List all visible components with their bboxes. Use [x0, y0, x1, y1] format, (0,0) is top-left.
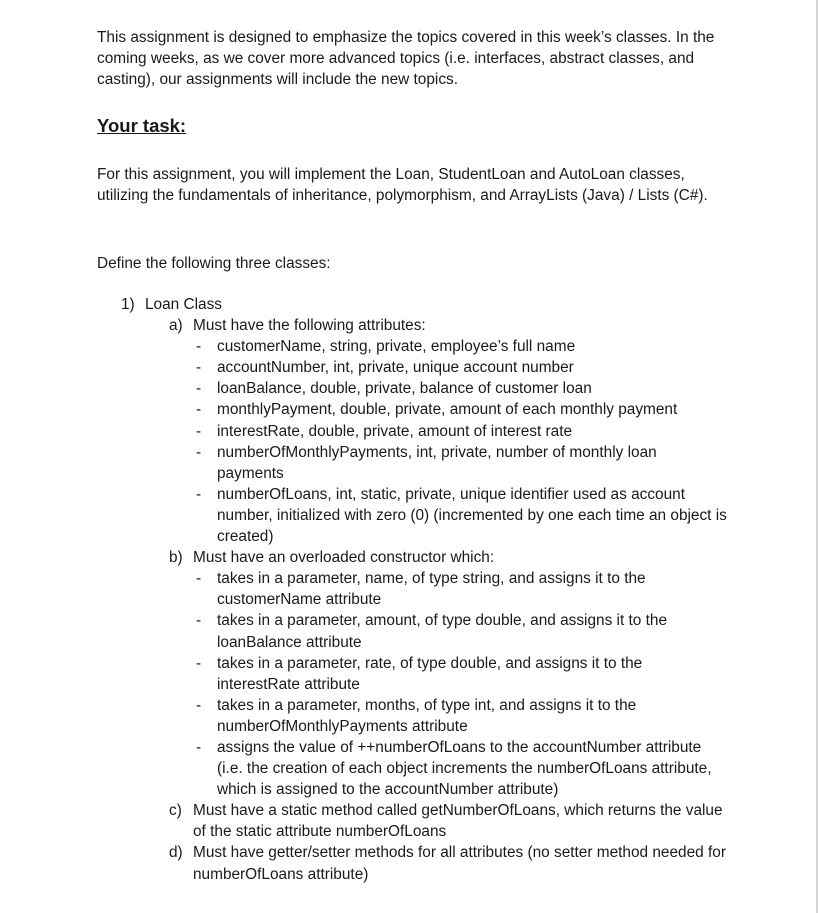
requirements-outline	[97, 294, 747, 885]
task-paragraph: For this assignment, you will implement the Loan, StudentLoan and AutoLoan classes, utilizing the fundamentals of inheritance, polymorphism, and ArrayLists (Java) / Lists (C#).	[97, 166, 708, 204]
dash-marker: -	[196, 570, 202, 588]
sublist-item-label: Must have a static method called getNumberOfLoans, which returns the value of the static attribute numberOfLoans	[193, 802, 723, 841]
dash-marker: -	[196, 738, 202, 756]
list-number: 1)	[121, 296, 135, 313]
bullet-item	[97, 737, 747, 800]
sublist-letter: c)	[169, 802, 182, 820]
bullet-text: assigns the value of ++numberOfLoans to the accountNumber attribute (i.e. the creation of each object increments the numberOfLoans attribute, which is assigned to the accountNumber attribute)	[217, 738, 712, 799]
sublist-letter: d)	[169, 844, 183, 862]
bullet-text: numberOfLoans, int, static, private, unique identifier used as account number, initialized with zero (0) (incremented by one each time an object is created)	[217, 485, 727, 546]
sublist-item-b	[97, 547, 747, 568]
bullet-text: takes in a parameter, rate, of type double, and assigns it to the interestRate attribute	[217, 654, 643, 693]
sublist-item-label: Must have an overloaded constructor which:	[193, 549, 495, 567]
dash-marker: -	[196, 485, 202, 503]
bullet-item	[97, 378, 747, 399]
bullet-item	[97, 610, 747, 652]
bullet-item	[97, 399, 747, 420]
dash-marker: -	[196, 654, 202, 672]
dash-marker: -	[196, 443, 202, 461]
dash-marker: -	[196, 380, 202, 398]
bullet-item	[97, 653, 747, 695]
dash-marker: -	[196, 696, 202, 714]
bullet-item	[97, 357, 747, 378]
bullet-item	[97, 568, 747, 610]
bullet-item	[97, 442, 747, 484]
bullet-item	[97, 421, 747, 442]
sublist-item-label: Must have getter/setter methods for all attributes (no setter method needed for numberOfLoans attribute)	[193, 844, 726, 883]
dash-marker: -	[196, 612, 202, 630]
bullet-item	[97, 484, 747, 547]
section-heading: Your task:	[97, 115, 187, 136]
bullet-text: numberOfMonthlyPayments, int, private, number of monthly loan payments	[217, 443, 657, 482]
dash-marker: -	[196, 338, 202, 356]
bullet-text: loanBalance, double, private, balance of customer loan	[217, 380, 592, 398]
sublist-item-d	[97, 842, 747, 884]
sublist-letter: b)	[169, 549, 183, 567]
bullet-text: monthlyPayment, double, private, amount of each monthly payment	[217, 401, 678, 419]
intro-paragraph: This assignment is designed to emphasize the topics covered in this week’s classes. In the coming weeks, as we cover more advanced topics (i.e. interfaces, abstract classes, and casting), our assignments will include the new topics.	[97, 29, 715, 88]
bullet-text: interestRate, double, private, amount of interest rate	[217, 422, 573, 440]
bullet-text: accountNumber, int, private, unique account number	[217, 359, 574, 377]
sublist-item-c	[97, 800, 747, 842]
list-item-label: Loan Class	[145, 296, 222, 313]
sublist-letter: a)	[169, 317, 183, 335]
bullet-text: takes in a parameter, amount, of type double, and assigns it to the loanBalance attribute	[217, 612, 668, 651]
dash-marker: -	[196, 422, 202, 440]
bullet-text: takes in a parameter, name, of type string, and assigns it to the customerName attribute	[217, 570, 646, 609]
bullet-item	[97, 695, 747, 737]
bullet-text: customerName, string, private, employee’s full name	[217, 338, 576, 356]
bullet-item	[97, 336, 747, 357]
define-paragraph: Define the following three classes:	[97, 255, 331, 272]
sublist-item-a	[97, 315, 747, 336]
list-item-loan-class	[97, 294, 747, 315]
dash-marker: -	[196, 359, 202, 377]
dash-marker: -	[196, 401, 202, 419]
sublist-item-label: Must have the following attributes:	[193, 317, 426, 335]
bullet-text: takes in a parameter, months, of type int, and assigns it to the numberOfMonthlyPayments attribute	[217, 696, 637, 735]
